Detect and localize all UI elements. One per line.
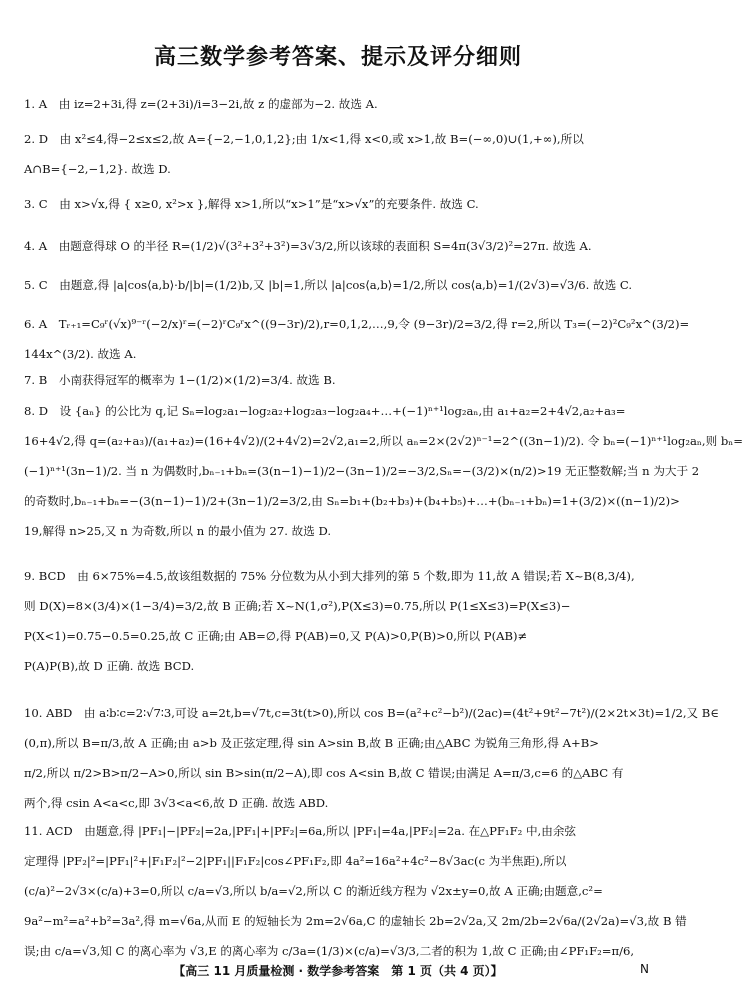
- answer-5: [24, 277, 656, 293]
- answer-line: 1. A 由 iz=2+3i,得 z=(2+3i)/i=3−2i,故 z 的虚部为−2. 故选 A.: [24, 97, 378, 111]
- answer-line: P(A)P(B),故 D 正确. 故选 BCD.: [24, 659, 195, 673]
- answer-line: 19,解得 n>25,又 n 为奇数,所以 n 的最小值为 27. 故选 D.: [24, 524, 332, 538]
- answer-line: 9a²−m²=a²+b²=3a²,得 m=√6a,从而 E 的短轴长为 2m=2√6a,C 的虚轴长 2b=2√2a,又 2m/2b=2√6a/(2√2a)=√3,故 B 错: [24, 914, 687, 928]
- answer-line: A∩B={−2,−1,2}. 故选 D.: [24, 162, 171, 176]
- answer-8: [24, 403, 743, 539]
- answer-1: [24, 96, 656, 112]
- page-title: 高三数学参考答案、提示及评分细则: [153, 45, 522, 70]
- answer-line: 8. D 设 {aₙ} 的公比为 q,记 Sₙ=log₂a₁−log₂a₂+log₂a₃−log₂a₄+…+(−1)ⁿ⁺¹log₂aₙ,由 a₁+a₂=2+4√2,a₂+a₃=: [24, 404, 626, 418]
- answer-line: 16+4√2,得 q=(a₂+a₃)/(a₁+a₂)=(16+4√2)/(2+4√2)=2√2,a₁=2,所以 aₙ=2×(2√2)ⁿ⁻¹=2^((3n−1)/2). 令 bₙ=(−1)ⁿ⁺¹log₂aₙ,则 bₙ=: [24, 434, 743, 448]
- answer-7: [24, 372, 656, 388]
- answer-line: (c/a)²−2√3×(c/a)+3=0,所以 c/a=√3,所以 b/a=√2,所以 C 的渐近线方程为 √2x±y=0,故 A 正确;由题意,c²=: [24, 884, 603, 898]
- footer-mark: N: [640, 962, 649, 976]
- answer-line: 的奇数时,bₙ₋₁+bₙ=−(3(n−1)−1)/2+(3n−1)/2=3/2,由 Sₙ=b₁+(b₂+b₃)+(b₄+b₅)+…+(bₙ₋₁+bₙ)=1+(3/2)×((n−1)/2)>: [24, 494, 680, 508]
- answer-6: [24, 316, 690, 362]
- answer-line: (0,π),所以 B=π/3,故 A 正确;由 a>b 及正弦定理,得 sin A>sin B,故 B 正确;由△ABC 为锐角三角形,得 A+B>: [24, 736, 599, 750]
- answer-line: 9. BCD 由 6×75%=4.5,故该组数据的 75% 分位数为从小到大排列的第 5 个数,即为 11,故 A 错误;若 X~B(8,3/4),: [24, 569, 635, 583]
- answer-line: P(X<1)=0.75−0.5=0.25,故 C 正确;由 AB=∅,得 P(AB)=0,又 P(A)>0,P(B)>0,所以 P(AB)≠: [24, 629, 528, 643]
- answer-line: (−1)ⁿ⁺¹(3n−1)/2. 当 n 为偶数时,bₙ₋₁+bₙ=(3(n−1)−1)/2−(3n−1)/2=−3/2,Sₙ=−(3/2)×(n/2)>19 无正整数解;当 n 为大于 2: [24, 464, 700, 478]
- answer-line: 4. A 由题意得球 O 的半径 R=(1/2)√(3²+3²+3²)=3√3/2,所以该球的表面积 S=4π(3√3/2)²=27π. 故选 A.: [24, 239, 592, 253]
- answer-line: 定理得 |PF₂|²=|PF₁|²+|F₁F₂|²−2|PF₁||F₁F₂|cos∠PF₁F₂,即 4a²=16a²+4c²−8√3ac(c 为半焦距),所以: [24, 854, 567, 868]
- answer-line: 5. C 由题意,得 |a|cos⟨a,b⟩·b/|b|=(1/2)b,又 |b|=1,所以 |a|cos⟨a,b⟩=1/2,所以 cos⟨a,b⟩=1/(2√3)=√3/6. 故选 C.: [24, 278, 633, 292]
- answer-line: 2. D 由 x²≤4,得−2≤x≤2,故 A={−2,−1,0,1,2};由 1/x<1,得 x<0,或 x>1,故 B=(−∞,0)∪(1,+∞),所以: [24, 132, 584, 146]
- answer-line: 6. A Tᵣ₊₁=C₉ʳ(√x)⁹⁻ʳ(−2/x)ʳ=(−2)ʳC₉ʳx^((9−3r)/2),r=0,1,2,…,9,令 (9−3r)/2=3/2,得 r=2,所以 T₃=(−2)²C₉²x^(3/2)=: [24, 317, 690, 331]
- answer-11: [24, 823, 687, 959]
- answer-line: 3. C 由 x>√x,得 { x≥0, x²>x },解得 x>1,所以“x>1”是“x>√x”的充要条件. 故选 C.: [24, 197, 479, 211]
- answer-line: 7. B 小南获得冠军的概率为 1−(1/2)×(1/2)=3/4. 故选 B.: [24, 373, 336, 387]
- answer-9: [24, 568, 656, 674]
- answer-line: 10. ABD 由 a∶b∶c=2∶√7∶3,可设 a=2t,b=√7t,c=3t(t>0),所以 cos B=(a²+c²−b²)/(2ac)=(4t²+9t²−7t²)/(2×2t×3t)=1/2,又 B∈: [24, 706, 719, 720]
- answer-line: 则 D(X)=8×(3/4)×(1−3/4)=3/2,故 B 正确;若 X~N(1,σ²),P(X≤3)=0.75,所以 P(1≤X≤3)=P(X≤3)−: [24, 599, 571, 613]
- answer-line: 144x^(3/2). 故选 A.: [24, 347, 137, 361]
- answer-line: π/2,所以 π/2>B>π/2−A>0,所以 sin B>sin(π/2−A),即 cos A<sin B,故 C 错误;由满足 A=π/3,c=6 的△ABC 有: [24, 766, 624, 780]
- page-footer: 【高三 11 月质量检测 · 数学参考答案 第 1 页（共 4 页）】: [173, 964, 503, 978]
- answer-line: 两个,得 csin A<a<c,即 3√3<a<6,故 D 正确. 故选 ABD.: [24, 796, 329, 810]
- answer-10: [24, 705, 719, 811]
- answer-4: [24, 238, 656, 254]
- answer-2: [24, 131, 656, 177]
- answer-3: [24, 196, 656, 212]
- answer-line: 误;由 c/a=√3,知 C 的离心率为 √3,E 的离心率为 c/3a=(1/3)×(c/a)=√3/3,二者的积为 1,故 C 正确;由∠PF₁F₂=π/6,: [24, 944, 635, 958]
- answer-line: 11. ACD 由题意,得 |PF₁|−|PF₂|=2a,|PF₁|+|PF₂|=6a,所以 |PF₁|=4a,|PF₂|=2a. 在△PF₁F₂ 中,由余弦: [24, 824, 577, 838]
